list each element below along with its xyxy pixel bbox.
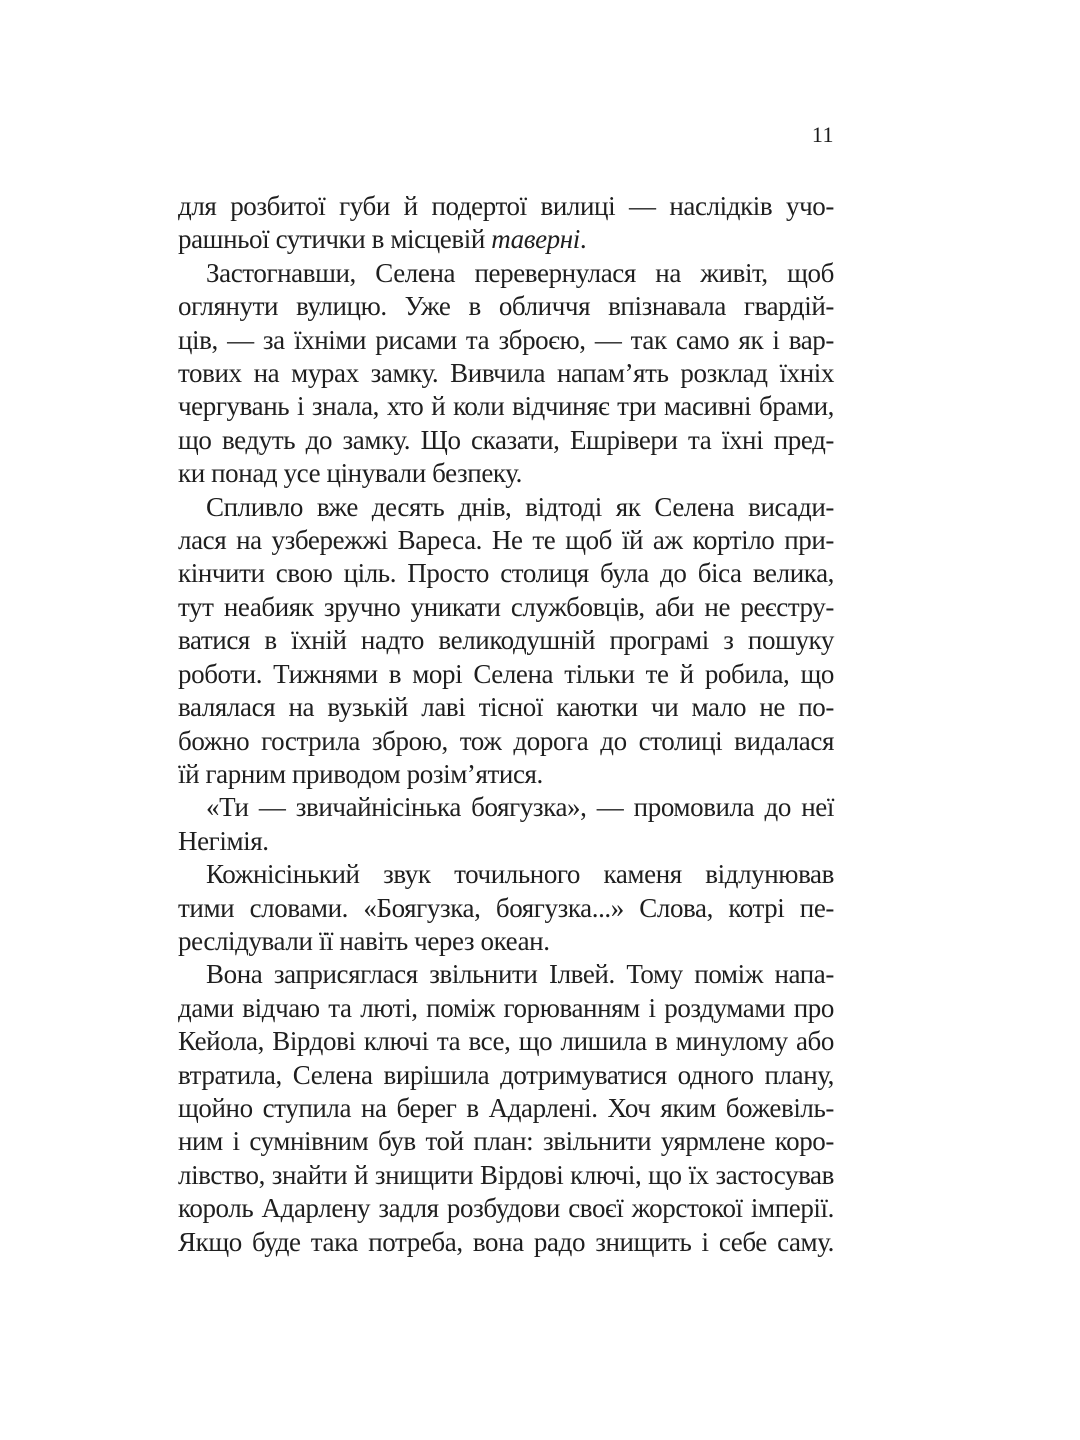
text-line	[178, 958, 834, 991]
text-segment: кінчити свою ціль. Просто столиця була до біса велика,	[178, 558, 834, 589]
text-segment: .	[579, 224, 587, 255]
text-line	[178, 758, 834, 791]
text-line	[178, 691, 834, 724]
text-line	[178, 825, 834, 858]
text-segment: чергувань і знала, хто й коли відчиняє три масивні брами,	[178, 391, 834, 422]
text-segment: рашньої сутички в місцевій	[178, 224, 492, 255]
text-line	[178, 992, 834, 1025]
text-line	[178, 257, 834, 290]
text-segment: король Адарлену задля розбудови своєї жорстокої імперії.	[178, 1193, 834, 1224]
text-line	[178, 457, 834, 490]
text-segment: тут неабияк зручно уникати службовців, аби не реєстру-	[178, 591, 834, 622]
text-line	[178, 190, 834, 223]
text-segment: Застогнавши, Селена перевернулася на живіт, щоб	[206, 257, 834, 288]
text-segment: Кожнісінький звук точильного каменя відлунював	[206, 859, 834, 890]
text-segment: для розбитої губи й подертої вилиці — наслідків учо-	[178, 191, 834, 221]
text-line	[178, 1159, 834, 1192]
text-line	[178, 858, 834, 891]
text-line	[178, 791, 834, 824]
text-line	[178, 524, 834, 557]
paragraph	[178, 958, 834, 1259]
text-segment: оглянути вулицю. Уже в обличчя впізнавала гвардій-	[178, 291, 834, 322]
paragraph	[178, 491, 834, 792]
text-segment: Вона заприсяглася звільнити Ілвей. Тому поміж напа-	[206, 959, 834, 990]
text-line	[178, 892, 834, 925]
text-segment: втратила, Селена вирішила дотримуватися одного плану,	[178, 1059, 834, 1090]
text-segment: Негімія.	[178, 825, 269, 856]
italic-text-segment: таверні	[491, 224, 580, 255]
text-segment: що ведуть до замку. Що сказати, Ешрівери та їхні пред-	[178, 424, 834, 455]
text-segment: Спливло вже десять днів, відтоді як Селена висади-	[206, 491, 834, 522]
text-line	[178, 1192, 834, 1225]
text-segment: Кейола, Вірдові ключі та все, що лишила в минулому або	[178, 1026, 834, 1057]
text-line	[178, 390, 834, 423]
text-segment: лівство, знайти й знищити Вірдові ключі, що їх застосував	[178, 1159, 834, 1190]
text-line	[178, 491, 834, 524]
text-segment: тими словами. «Боягузка, боягузка...» Слова, котрі пе-	[178, 892, 834, 923]
text-segment: божно гострила зброю, тож дорога до столиці видалася	[178, 725, 834, 756]
text-line	[178, 1025, 834, 1058]
text-line	[178, 357, 834, 390]
text-line	[178, 925, 834, 958]
text-block	[178, 190, 834, 1259]
text-segment: ватися в їхній надто великодушній програмі з пошуку	[178, 625, 834, 656]
text-segment: їй гарним приводом розім’ятися.	[178, 758, 543, 789]
paragraph	[178, 858, 834, 958]
text-segment: валялася на вузькій лаві тісної каютки чи мало не по-	[178, 692, 834, 723]
page-number: 11	[811, 122, 834, 147]
paragraph	[178, 190, 834, 257]
text-line	[178, 1092, 834, 1125]
text-line	[178, 1125, 834, 1158]
text-line	[178, 591, 834, 624]
text-line	[178, 424, 834, 457]
text-line	[178, 223, 834, 256]
text-segment: лася на узбережжі Вареса. Не те щоб їй аж кортіло при-	[178, 525, 834, 556]
text-segment: Якщо буде така потреба, вона радо знищить і себе саму.	[178, 1226, 834, 1257]
text-line	[178, 324, 834, 357]
text-segment: дами відчаю та люті, поміж горюванням і роздумами про	[178, 992, 834, 1023]
paragraph	[178, 791, 834, 858]
text-segment: ців, — за їхніми рисами та зброєю, — так само як і вар-	[178, 324, 834, 355]
text-line	[178, 658, 834, 691]
text-segment: щойно ступила на берег в Адарлені. Хоч яким божевіль-	[178, 1092, 834, 1123]
text-line	[178, 624, 834, 657]
text-line	[178, 725, 834, 758]
text-line	[178, 290, 834, 323]
text-segment: ки понад усе цінували безпеку.	[178, 458, 522, 489]
text-segment: тових на мурах замку. Вивчила напам’ять розклад їхніх	[178, 358, 834, 389]
text-segment: ним і сумнівним був той план: звільнити уярмлене коро-	[178, 1126, 834, 1157]
paragraph	[178, 257, 834, 491]
text-line	[178, 1226, 834, 1259]
text-line	[178, 557, 834, 590]
text-segment: реслідували її навіть через океан.	[178, 925, 550, 956]
text-segment: «Ти — звичайнісінька боягузка», — промовила до неї	[206, 792, 834, 823]
text-line	[178, 1059, 834, 1092]
text-segment: роботи. Тижнями в морі Селена тільки те й робила, що	[178, 658, 834, 689]
